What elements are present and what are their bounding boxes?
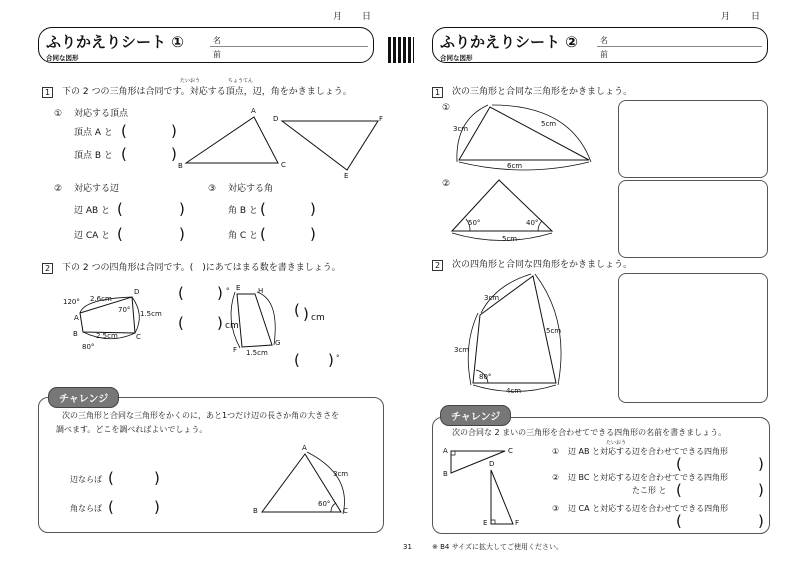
length-label: 2.6cm [90,295,112,303]
challenge-text-2: 調べます。どこを調べればよいでしょう。 [56,425,208,434]
length-label: 6cm [507,162,523,170]
sub-label: 対応する頂点 [74,109,129,119]
length-label: 3cm [454,346,470,354]
vertex-C: C [136,333,141,341]
paren-open: ( [676,455,682,473]
question-text: 次の四角形と合同な四角形をかきましょう。 [452,260,633,270]
question-number: 1 [432,87,443,98]
angle-label: 70° [118,306,131,314]
angle-label: 120° [63,298,80,306]
page-subtitle: 合同な図形 [46,54,79,62]
vertex-E: E [236,284,241,292]
vertex-B: B [443,470,448,478]
sub-number: ② [442,179,451,189]
paren-close: ) [154,469,160,487]
vertex-F: F [515,519,520,527]
length-label: 3cm [453,125,469,133]
degree-unit: ° [336,354,340,362]
length-label: 1.5cm [246,349,268,357]
paren-close: ) [179,200,185,218]
ruby: たいおう [606,440,627,446]
length-label: 4cm [506,387,522,395]
name-label-1: 名 [600,36,608,45]
month-label: 月 [333,12,343,22]
vertex-D: D [489,460,495,468]
item-text: 辺 AB と対応する辺を合わせてできる四角形 [568,447,729,456]
vertex-D: D [273,115,279,123]
challenge-badge: チャレンジ [48,387,119,408]
vertex-b-label: 頂点 B と [74,151,113,161]
edge-ab-label: 辺 AB と [74,206,111,216]
ruby: ちょうてん [228,78,254,84]
side-label: 辺ならば [70,475,102,484]
length-label: 5cm [541,120,557,128]
vertex-A: A [302,444,307,452]
paren-close: ) [171,145,177,163]
paren-close: ) [310,225,316,243]
paren-open: ( [117,200,123,218]
paren-close: ) [758,512,764,530]
question-number: 2 [432,260,443,271]
name-label-2: 前 [600,50,608,59]
length-label: 5cm [502,235,518,243]
paren-close: ) [217,284,223,302]
paren-open: ( [260,200,266,218]
sub-label: 対応する辺 [74,184,120,194]
answer-1[interactable] [683,457,757,473]
page-title: ふりかえりシート ② [440,33,578,51]
page-subtitle: 合同な図形 [440,54,473,62]
vertex-E: E [344,172,349,180]
angle-c-label: 角 C と [228,231,259,241]
question-text: 下の 2 つの四角形は合同です。( )にあてはまる数を書きましょう。 [62,263,341,273]
length-label: 5cm [546,327,562,335]
item-number: ② [552,473,560,482]
sub-number: ① [442,103,451,113]
day-label: 日 [362,12,372,22]
vertex-C: C [508,447,513,455]
vertex-A: A [74,314,79,322]
length-label: 2.5cm [96,332,118,340]
vertex-H: H [258,287,264,295]
angle-label: 80° [479,373,492,381]
vertex-E: E [483,519,488,527]
vertex-F: F [379,115,384,123]
paren-close: ) [303,305,309,323]
paren-close: ) [171,122,177,140]
length-label: 1.5cm [140,310,162,318]
paren-close: ) [154,498,160,516]
sub-number: ② [54,184,63,194]
question-number: 1 [42,87,53,98]
challenge-text: 次の合同な 2 まいの三角形を合わせてできる四角形の名前を書きましょう。 [452,428,727,437]
paren-close: ) [758,455,764,473]
angle-label: 50° [468,219,481,227]
answer-3[interactable] [683,514,757,530]
page-number: 31 [403,543,412,551]
paren-open: ( [294,301,300,319]
edge-ca-label: 辺 CA と [74,231,111,241]
page-title: ふりかえりシート ① [46,33,184,51]
sub-label: 対応する角 [228,184,274,194]
answer-2[interactable] [683,483,757,499]
paren-open: ( [108,498,114,516]
paren-open: ( [294,351,300,369]
question-text: 次の三角形と合同な三角形をかきましょう。 [452,87,633,97]
kite-label: たこ形 と [632,486,667,495]
item-text: 辺 BC と対応する辺を合わせてできる四角形 [568,473,729,482]
item-text: 辺 CA と対応する辺を合わせてできる四角形 [568,504,729,513]
paren-close: ) [217,314,223,332]
paren-close: ) [310,200,316,218]
paren-open: ( [121,145,127,163]
length-label: 3cm [333,470,349,478]
vertex-B: B [73,330,78,338]
vertex-B: B [178,162,183,170]
cm-unit: cm [225,321,239,331]
challenge-text-1: 次の三角形と合同な三角形をかくのに，あと1つだけ辺の長さか角の大きさを [62,411,340,420]
day-label: 日 [751,12,761,22]
paren-close: ) [758,481,764,499]
vertex-B: B [253,507,258,515]
vertex-A: A [443,447,448,455]
sub-number: ③ [208,184,217,194]
vertex-F: F [233,346,238,354]
paren-close: ) [179,225,185,243]
paren-open: ( [121,122,127,140]
vertex-G: G [275,339,281,347]
question-text: 下の 2 つの三角形は合同です。対応する頂点，辺，角をかきましょう。 [62,87,352,97]
vertex-a-label: 頂点 A と [74,128,113,138]
angle-label: 80° [82,343,95,351]
paren-open: ( [117,225,123,243]
paren-close: ) [328,351,334,369]
vertex-D: D [134,288,140,296]
paren-open: ( [108,469,114,487]
angle-label: 角ならば [70,504,102,513]
paren-open: ( [178,284,184,302]
paren-open: ( [178,314,184,332]
item-number: ① [552,447,560,456]
cm-unit: cm [311,313,325,323]
paren-open: ( [676,512,682,530]
ruby: たいおう [180,78,201,84]
footer-note: ※ B4 サイズに拡大してご使用ください。 [432,543,564,551]
vertex-C: C [281,161,286,169]
angle-label: 60° [318,500,331,508]
sub-number: ① [54,109,63,119]
degree-unit: ° [226,287,230,295]
paren-open: ( [676,481,682,499]
paren-open: ( [260,225,266,243]
question-number: 2 [42,263,53,274]
challenge-badge: チャレンジ [440,405,511,426]
month-label: 月 [721,12,731,22]
vertex-C: C [343,507,348,515]
angle-b-label: 角 B と [228,206,258,216]
name-label-1: 名 [213,36,221,45]
name-label-2: 前 [213,50,221,59]
vertex-A: A [251,107,256,115]
angle-label: 40° [526,219,539,227]
item-number: ③ [552,504,560,513]
length-label: 3cm [484,294,500,302]
